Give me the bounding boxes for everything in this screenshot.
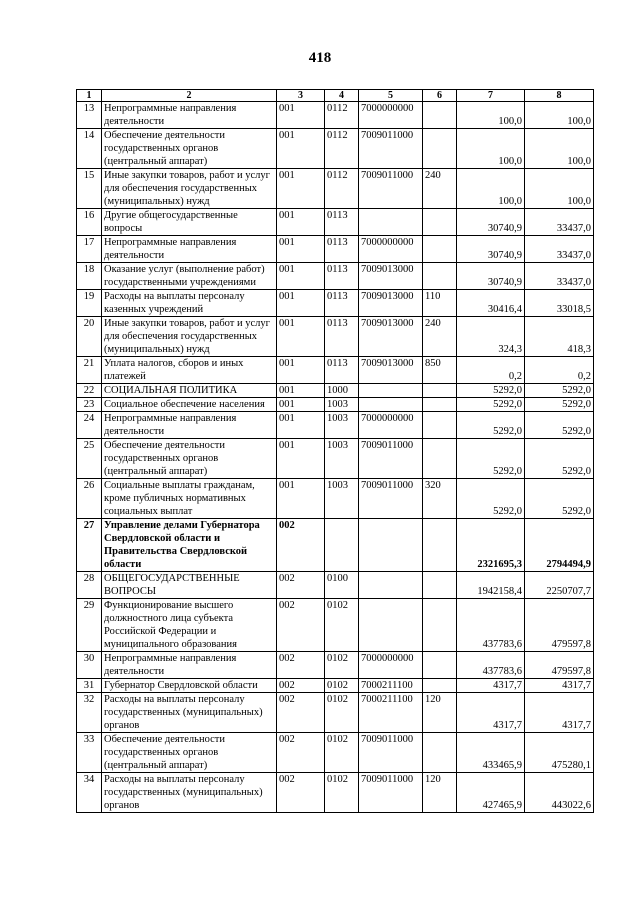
cell-col-6	[423, 439, 457, 479]
cell-col-3: 001	[277, 290, 325, 317]
cell-col-1: 14	[77, 129, 102, 169]
cell-col-6: 320	[423, 479, 457, 519]
table-row	[77, 263, 594, 290]
cell-col-6	[423, 519, 457, 572]
cell-col-6	[423, 733, 457, 773]
col-header-5: 5	[359, 90, 423, 102]
cell-col-4	[325, 519, 359, 572]
cell-col-6	[423, 263, 457, 290]
cell-col-5: 7009013000	[359, 317, 423, 357]
cell-col-6: 240	[423, 169, 457, 209]
cell-col-3: 001	[277, 169, 325, 209]
cell-col-3: 001	[277, 209, 325, 236]
cell-col-2: Иные закупки товаров, работ и услуг для обеспечения государственных (муниципальных) нужд	[102, 169, 277, 209]
cell-col-8: 33437,0	[525, 236, 594, 263]
cell-col-7: 2321695,3	[457, 519, 525, 572]
cell-col-2: ОБЩЕГОСУДАРСТВЕННЫЕ ВОПРОСЫ	[102, 572, 277, 599]
cell-col-6	[423, 236, 457, 263]
cell-col-2: Уплата налогов, сборов и иных платежей	[102, 357, 277, 384]
cell-col-2: Непрограммные направления деятельности	[102, 652, 277, 679]
cell-col-1: 24	[77, 412, 102, 439]
cell-col-7: 1942158,4	[457, 572, 525, 599]
cell-col-5: 7000000000	[359, 236, 423, 263]
page-number: 418	[308, 50, 332, 66]
cell-col-2: Оказание услуг (выполнение работ) государственными учреждениями	[102, 263, 277, 290]
cell-col-4: 1003	[325, 439, 359, 479]
table-row	[77, 102, 594, 129]
cell-col-2: Функционирование высшего должностного лица субъекта Российской Федерации и муниципального образования	[102, 599, 277, 652]
cell-col-5: 7000000000	[359, 102, 423, 129]
cell-col-7: 5292,0	[457, 439, 525, 479]
table-row	[77, 439, 594, 479]
cell-col-3: 002	[277, 519, 325, 572]
cell-col-1: 18	[77, 263, 102, 290]
cell-col-8: 479597,8	[525, 652, 594, 679]
cell-col-1: 30	[77, 652, 102, 679]
cell-col-8: 100,0	[525, 102, 594, 129]
cell-col-3: 001	[277, 129, 325, 169]
cell-col-8: 5292,0	[525, 412, 594, 439]
cell-col-5	[359, 209, 423, 236]
cell-col-1: 22	[77, 384, 102, 398]
cell-col-7: 427465,9	[457, 773, 525, 813]
cell-col-2: Расходы на выплаты персоналу государственных (муниципальных) органов	[102, 693, 277, 733]
cell-col-4: 0112	[325, 169, 359, 209]
col-header-8: 8	[525, 90, 594, 102]
cell-col-7: 30740,9	[457, 209, 525, 236]
cell-col-7: 324,3	[457, 317, 525, 357]
cell-col-1: 32	[77, 693, 102, 733]
cell-col-5	[359, 572, 423, 599]
cell-col-8: 475280,1	[525, 733, 594, 773]
cell-col-7: 437783,6	[457, 652, 525, 679]
table-row	[77, 317, 594, 357]
cell-col-7: 0,2	[457, 357, 525, 384]
cell-col-7: 30416,4	[457, 290, 525, 317]
cell-col-4: 0102	[325, 693, 359, 733]
cell-col-6	[423, 129, 457, 169]
cell-col-3: 001	[277, 102, 325, 129]
cell-col-1: 21	[77, 357, 102, 384]
cell-col-4: 0113	[325, 236, 359, 263]
cell-col-6: 110	[423, 290, 457, 317]
table-row	[77, 209, 594, 236]
cell-col-4: 0100	[325, 572, 359, 599]
cell-col-6	[423, 412, 457, 439]
cell-col-5: 7009013000	[359, 357, 423, 384]
cell-col-5: 7000000000	[359, 412, 423, 439]
col-header-6: 6	[423, 90, 457, 102]
cell-col-6: 120	[423, 693, 457, 733]
table-row	[77, 519, 594, 572]
cell-col-7: 5292,0	[457, 479, 525, 519]
cell-col-4: 0113	[325, 209, 359, 236]
cell-col-8: 479597,8	[525, 599, 594, 652]
cell-col-7: 100,0	[457, 102, 525, 129]
cell-col-3: 001	[277, 357, 325, 384]
cell-col-6	[423, 102, 457, 129]
cell-col-8: 33018,5	[525, 290, 594, 317]
table-row	[77, 652, 594, 679]
cell-col-1: 15	[77, 169, 102, 209]
cell-col-8: 418,3	[525, 317, 594, 357]
cell-col-1: 13	[77, 102, 102, 129]
cell-col-7: 5292,0	[457, 412, 525, 439]
cell-col-4: 0102	[325, 679, 359, 693]
table-row	[77, 733, 594, 773]
table-row	[77, 693, 594, 733]
table-row	[77, 169, 594, 209]
cell-col-8: 100,0	[525, 169, 594, 209]
cell-col-2: Социальное обеспечение населения	[102, 398, 277, 412]
table-row	[77, 773, 594, 813]
col-header-7: 7	[457, 90, 525, 102]
cell-col-7: 4317,7	[457, 679, 525, 693]
cell-col-7: 30740,9	[457, 263, 525, 290]
table-row	[77, 290, 594, 317]
cell-col-4: 0113	[325, 290, 359, 317]
cell-col-8: 33437,0	[525, 263, 594, 290]
table-row	[77, 479, 594, 519]
cell-col-6: 240	[423, 317, 457, 357]
cell-col-8: 33437,0	[525, 209, 594, 236]
cell-col-6	[423, 398, 457, 412]
cell-col-5: 7000000000	[359, 652, 423, 679]
cell-col-8: 5292,0	[525, 439, 594, 479]
cell-col-1: 33	[77, 733, 102, 773]
table-row	[77, 572, 594, 599]
cell-col-8: 5292,0	[525, 398, 594, 412]
table-row	[77, 129, 594, 169]
cell-col-3: 001	[277, 412, 325, 439]
cell-col-8: 2250707,7	[525, 572, 594, 599]
cell-col-3: 001	[277, 479, 325, 519]
cell-col-5: 7000211100	[359, 693, 423, 733]
cell-col-8: 4317,7	[525, 679, 594, 693]
cell-col-8: 5292,0	[525, 384, 594, 398]
cell-col-2: Обеспечение деятельности государственных органов (центральный аппарат)	[102, 733, 277, 773]
cell-col-1: 19	[77, 290, 102, 317]
cell-col-3: 002	[277, 599, 325, 652]
cell-col-5: 7009011000	[359, 733, 423, 773]
cell-col-7: 30740,9	[457, 236, 525, 263]
cell-col-5	[359, 599, 423, 652]
cell-col-3: 002	[277, 679, 325, 693]
cell-col-7: 437783,6	[457, 599, 525, 652]
cell-col-3: 001	[277, 263, 325, 290]
cell-col-3: 002	[277, 652, 325, 679]
col-header-1: 1	[77, 90, 102, 102]
cell-col-8: 4317,7	[525, 693, 594, 733]
cell-col-5	[359, 519, 423, 572]
table-row	[77, 236, 594, 263]
cell-col-3: 002	[277, 572, 325, 599]
cell-col-2: Обеспечение деятельности государственных органов (центральный аппарат)	[102, 439, 277, 479]
cell-col-5: 7009011000	[359, 169, 423, 209]
cell-col-4: 1003	[325, 412, 359, 439]
cell-col-7: 433465,9	[457, 733, 525, 773]
cell-col-1: 34	[77, 773, 102, 813]
cell-col-3: 002	[277, 693, 325, 733]
cell-col-4: 0102	[325, 733, 359, 773]
cell-col-6	[423, 384, 457, 398]
header-row	[77, 90, 594, 102]
cell-col-8: 100,0	[525, 129, 594, 169]
table-row	[77, 398, 594, 412]
cell-col-1: 26	[77, 479, 102, 519]
cell-col-6: 120	[423, 773, 457, 813]
cell-col-1: 27	[77, 519, 102, 572]
cell-col-6	[423, 209, 457, 236]
cell-col-2: Расходы на выплаты персоналу казенных учреждений	[102, 290, 277, 317]
cell-col-2: Непрограммные направления деятельности	[102, 102, 277, 129]
col-header-2: 2	[102, 90, 277, 102]
col-header-3: 3	[277, 90, 325, 102]
cell-col-4: 1000	[325, 384, 359, 398]
cell-col-1: 23	[77, 398, 102, 412]
table-row	[77, 357, 594, 384]
cell-col-3: 001	[277, 384, 325, 398]
table-row	[77, 679, 594, 693]
cell-col-7: 100,0	[457, 129, 525, 169]
cell-col-5: 7009013000	[359, 290, 423, 317]
cell-col-1: 31	[77, 679, 102, 693]
cell-col-2: Иные закупки товаров, работ и услуг для обеспечения государственных (муниципальных) нужд	[102, 317, 277, 357]
cell-col-4: 0113	[325, 317, 359, 357]
table-row	[77, 412, 594, 439]
cell-col-3: 001	[277, 236, 325, 263]
cell-col-7: 5292,0	[457, 384, 525, 398]
budget-table	[76, 89, 594, 813]
cell-col-4: 1003	[325, 398, 359, 412]
cell-col-8: 443022,6	[525, 773, 594, 813]
cell-col-5	[359, 384, 423, 398]
cell-col-4: 0112	[325, 102, 359, 129]
table-row	[77, 384, 594, 398]
cell-col-4: 0113	[325, 263, 359, 290]
cell-col-7: 100,0	[457, 169, 525, 209]
cell-col-4: 0102	[325, 599, 359, 652]
cell-col-4: 0102	[325, 773, 359, 813]
cell-col-5	[359, 398, 423, 412]
cell-col-1: 25	[77, 439, 102, 479]
cell-col-2: СОЦИАЛЬНАЯ ПОЛИТИКА	[102, 384, 277, 398]
col-header-4: 4	[325, 90, 359, 102]
cell-col-5: 7009011000	[359, 773, 423, 813]
cell-col-2: Обеспечение деятельности государственных органов (центральный аппарат)	[102, 129, 277, 169]
cell-col-2: Социальные выплаты гражданам, кроме публичных нормативных социальных выплат	[102, 479, 277, 519]
cell-col-5: 7009011000	[359, 439, 423, 479]
cell-col-2: Расходы на выплаты персоналу государственных (муниципальных) органов	[102, 773, 277, 813]
cell-col-7: 5292,0	[457, 398, 525, 412]
cell-col-8: 0,2	[525, 357, 594, 384]
table-row	[77, 599, 594, 652]
cell-col-3: 001	[277, 439, 325, 479]
cell-col-2: Другие общегосударственные вопросы	[102, 209, 277, 236]
cell-col-1: 20	[77, 317, 102, 357]
cell-col-6	[423, 572, 457, 599]
cell-col-4: 0102	[325, 652, 359, 679]
cell-col-8: 2794494,9	[525, 519, 594, 572]
cell-col-5: 7009011000	[359, 479, 423, 519]
cell-col-6	[423, 599, 457, 652]
cell-col-2: Непрограммные направления деятельности	[102, 412, 277, 439]
cell-col-1: 17	[77, 236, 102, 263]
cell-col-4: 0113	[325, 357, 359, 384]
cell-col-4: 1003	[325, 479, 359, 519]
cell-col-3: 001	[277, 398, 325, 412]
cell-col-6	[423, 679, 457, 693]
cell-col-7: 4317,7	[457, 693, 525, 733]
cell-col-2: Губернатор Свердловской области	[102, 679, 277, 693]
cell-col-2: Непрограммные направления деятельности	[102, 236, 277, 263]
cell-col-1: 29	[77, 599, 102, 652]
cell-col-5: 7000211100	[359, 679, 423, 693]
cell-col-4: 0112	[325, 129, 359, 169]
cell-col-1: 16	[77, 209, 102, 236]
cell-col-6	[423, 652, 457, 679]
cell-col-3: 002	[277, 733, 325, 773]
cell-col-3: 001	[277, 317, 325, 357]
cell-col-6: 850	[423, 357, 457, 384]
cell-col-5: 7009011000	[359, 129, 423, 169]
cell-col-8: 5292,0	[525, 479, 594, 519]
cell-col-1: 28	[77, 572, 102, 599]
cell-col-5: 7009013000	[359, 263, 423, 290]
cell-col-2: Управление делами Губернатора Свердловской области и Правительства Свердловской области	[102, 519, 277, 572]
cell-col-3: 002	[277, 773, 325, 813]
